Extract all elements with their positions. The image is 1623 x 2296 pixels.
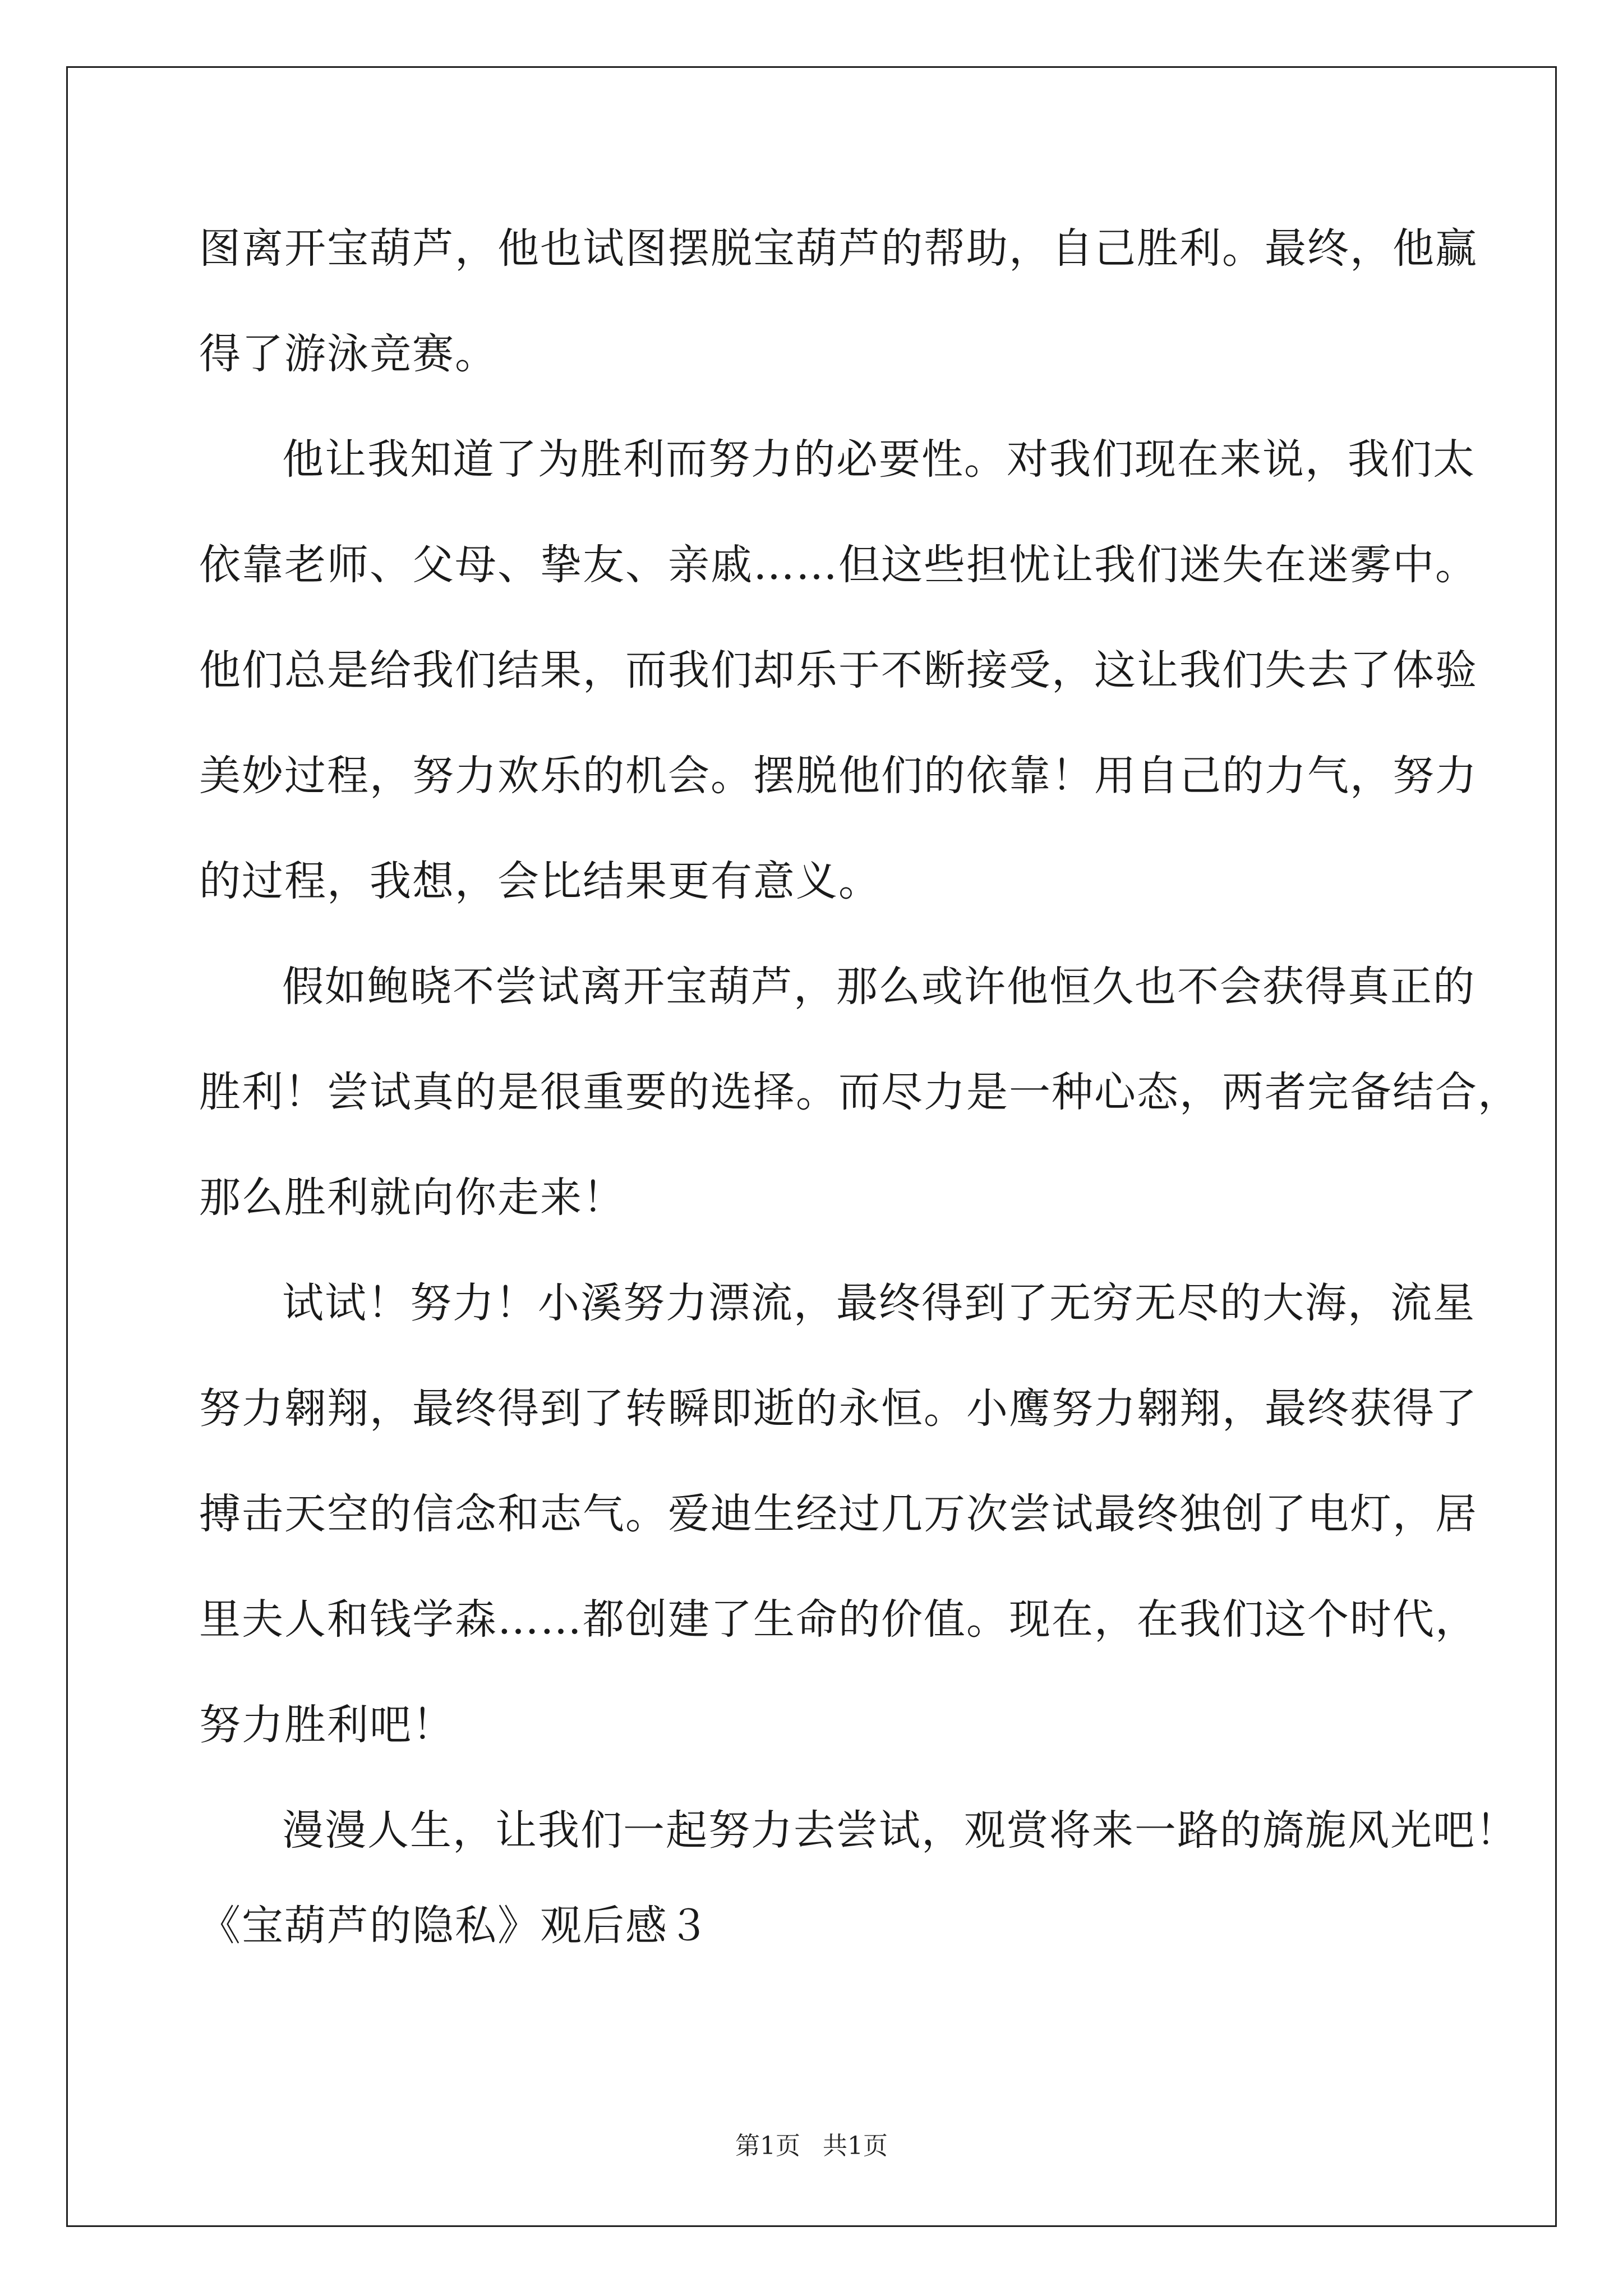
page-footer: [0, 2131, 1623, 2162]
text-line: 依靠老师、父母、挚友、亲戚……但这些担忧让我们迷失在迷雾中。: [199, 541, 1478, 589]
paragraph-start-line: 试试！努力！小溪努力漂流，最终得到了无穷无尽的大海，流星: [282, 1279, 1476, 1327]
section-heading: 《宝葫芦的隐私》观后感３: [199, 1902, 711, 1950]
text-line: 那么胜利就向你走来！: [199, 1174, 625, 1222]
paragraph-start-line: 他让我知道了为胜利而努力的必要性。对我们现在来说，我们太: [282, 435, 1476, 484]
text-line: 得了游泳竞赛。: [199, 330, 497, 378]
text-line: 图离开宝葫芦，他也试图摆脱宝葫芦的帮助，自己胜利。最终，他赢: [199, 224, 1478, 273]
text-line: 里夫人和钱学森……都创建了生命的价值。现在，在我们这个时代，: [199, 1595, 1478, 1644]
text-line: 的过程，我想，会比结果更有意义。: [199, 857, 881, 905]
paragraph-start-line: 漫漫人生，让我们一起努力去尝试，观赏将来一路的旖旎风光吧！: [282, 1806, 1518, 1855]
page-total: 共1页: [823, 2132, 888, 2160]
text-line: 努力胜利吧！: [199, 1701, 455, 1749]
page-number: 第1页: [735, 2132, 800, 2160]
text-line: 他们总是给我们结果，而我们却乐于不断接受，这让我们失去了体验: [199, 646, 1478, 694]
paragraph-start-line: 假如鲍晓不尝试离开宝葫芦，那么或许他恒久也不会获得真正的: [282, 963, 1476, 1011]
text-line: 美妙过程，努力欢乐的机会。摆脱他们的依靠！用自己的力气，努力: [199, 752, 1478, 800]
text-line: 努力翱翔，最终得到了转瞬即逝的永恒。小鹰努力翱翔，最终获得了: [199, 1384, 1478, 1433]
text-line: 胜利！尝试真的是很重要的选择。而尽力是一种心态，两者完备结合，: [199, 1068, 1520, 1116]
text-line: 搏击天空的信念和志气。爱迪生经过几万次尝试最终独创了电灯，居: [199, 1490, 1478, 1538]
